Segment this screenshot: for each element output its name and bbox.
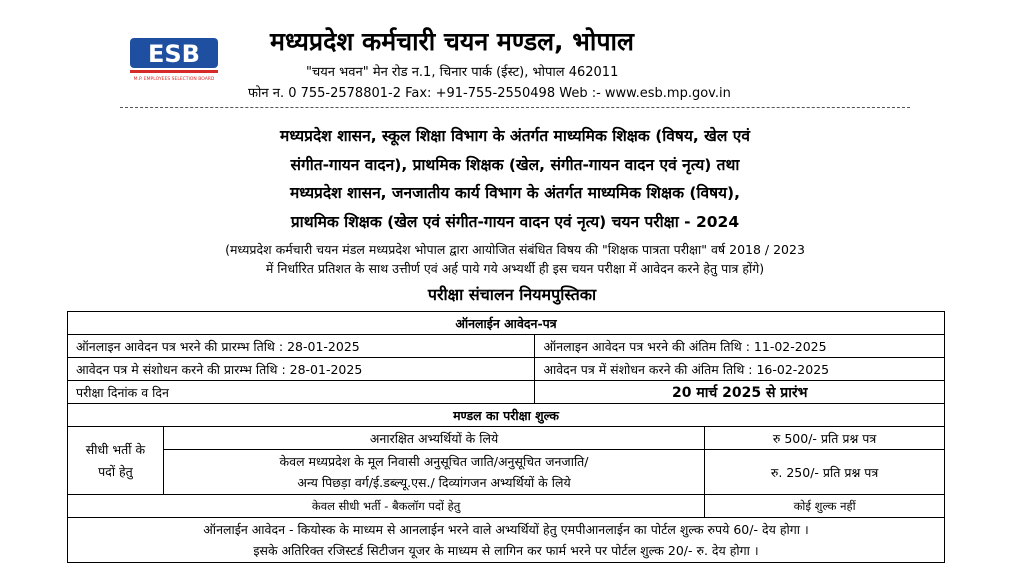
backlog-fee: कोई शुल्क नहीं (705, 495, 945, 518)
direct-recruitment-label: सीधी भर्ती के पदों हेतु (68, 427, 164, 495)
logo-subtext: M.P. EMPLOYEES SELECTION BOARD (133, 77, 215, 82)
table-row (68, 495, 945, 518)
reserved-label-line: केवल मध्यप्रदेश के मूल निवासी अनुसूचित जाति/अनुसूचित जनजाति/ (279, 454, 589, 469)
booklet-title: परीक्षा संचालन नियमपुस्तिका (427, 285, 597, 304)
eligibility-note-line: में निर्धारित प्रतिशत के साथ उत्तीर्ण एवं अर्ह पाये गये अभ्यर्थी ही इस चयन परीक्षा में आवेदन करने हेतु पात्र होंगे) (265, 261, 765, 276)
table-row (68, 381, 945, 404)
application-start-date: ऑनलाइन आवेदन पत्र भरने की प्रारम्भ तिथि : 28-01-2025 (68, 335, 535, 358)
application-last-date: ऑनलाइन आवेदन पत्र भरने की अंतिम तिथि : 11-02-2025 (535, 335, 945, 358)
table-row (68, 404, 945, 427)
exam-heading (80, 122, 950, 236)
exam-heading-line: मध्यप्रदेश शासन, स्कूल शिक्षा विभाग के अंतर्गत माध्यमिक शिक्षक (विषय, खेल एवं (280, 127, 750, 145)
table-row (68, 335, 945, 358)
reserved-label (163, 450, 704, 495)
fee-header: मण्डल का परीक्षा शुल्क (68, 404, 945, 427)
reserved-label-line: अन्य पिछड़ा वर्ग/ई.डब्ल्यू.एस./ दिव्यांगजन अभ्यर्थियों के लिये (297, 475, 571, 490)
schedule-fee-table (67, 311, 945, 563)
portal-fee-note (68, 518, 945, 563)
schedule-header: ऑनलाईन आवेदन-पत्र (68, 312, 945, 335)
exam-heading-line: प्राथमिक शिक्षक (खेल एवं संगीत-गायन वादन एवं नृत्य) चयन परीक्षा - 2024 (290, 212, 740, 231)
exam-date-value: 20 मार्च 2025 से प्रारंभ (535, 381, 945, 404)
exam-heading-line: मध्यप्रदेश शासन, जनजातीय कार्य विभाग के अंतर्गत माध्यमिक शिक्षक (विषय), (289, 184, 741, 202)
esb-logo (128, 36, 220, 82)
org-address: "चयन भवन" मेन रोड न.1, चिनार पार्क (ईस्ट), भोपाल 462011 (306, 65, 619, 80)
portal-fee-note-line: इसके अतिरिक्त रजिस्टर्ड सिटीजन यूजर के माध्यम से लागिन कर फार्म भरने पर पोर्टल शुल्क 20/- रु. देय होगा । (253, 543, 759, 558)
logo-text: ESB (148, 40, 200, 68)
backlog-label: केवल सीधी भर्ती - बैकलॉग पदों हेतु (68, 495, 705, 518)
exam-heading-line: संगीत-गायन वादन), प्राथमिक शिक्षक (खेल, संगीत-गायन वादन एवं नृत्य) तथा (290, 155, 740, 174)
eligibility-note-line: (मध्यप्रदेश कर्मचारी चयन मंडल मध्यप्रदेश भोपाल द्वारा आयोजित संबंधित विषय की "शिक्षक पात्रता परीक्षा" वर्ष 2018 / 2023 (225, 242, 805, 257)
table-row (68, 450, 945, 495)
correction-start-date: आवेदन पत्र मे संशोधन करने की प्रारम्भ तिथि : 28-01-2025 (68, 358, 535, 381)
table-row (68, 312, 945, 335)
correction-last-date: आवेदन पत्र में संशोधन करने की अंतिम तिथि : 16-02-2025 (535, 358, 945, 381)
table-row (68, 427, 945, 450)
table-row (68, 518, 945, 563)
unreserved-label: अनारक्षित अभ्यर्थियों के लिये (163, 427, 704, 450)
separator (120, 107, 910, 108)
reserved-fee: रु. 250/- प्रति प्रश्न पत्र (705, 450, 945, 495)
eligibility-note (80, 240, 950, 278)
unreserved-fee: रु 500/- प्रति प्रश्न पत्र (705, 427, 945, 450)
org-contact: फोन न. 0 755-2578801-2 Fax: +91-755-2550498 Web :- www.esb.mp.gov.in (248, 86, 731, 101)
org-name: मध्यप्रदेश कर्मचारी चयन मण्डल, भोपाल (270, 27, 634, 56)
portal-fee-note-line: ऑनलाईन आवेदन - कियोस्क के माध्यम से आनलाईन भरने वाले अभ्यर्थियों हेतु एमपीआनलाईन का पोर्टल शुल्क रुपये 60/- देय होगा । (203, 522, 809, 537)
table-row (68, 358, 945, 381)
exam-date-label: परीक्षा दिनांक व दिन (68, 381, 535, 404)
